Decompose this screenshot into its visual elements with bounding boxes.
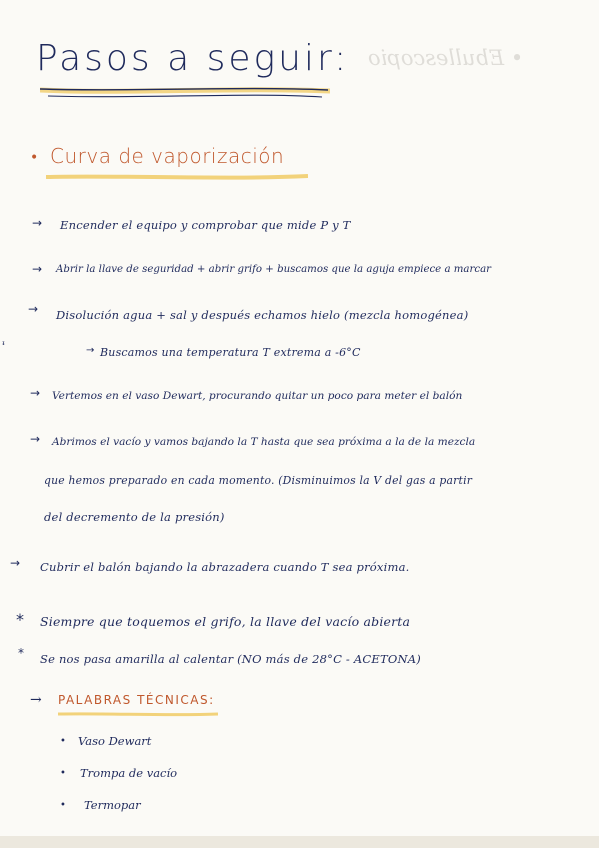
title-underline xyxy=(40,84,330,100)
page-bottom-edge xyxy=(0,836,599,848)
bleed-through-title: • Ebullescopio xyxy=(368,46,524,70)
technical-heading: PALABRAS TÉCNICAS: xyxy=(58,693,215,707)
margin-mark: ᶧ xyxy=(2,338,5,352)
note-2-asterisk: * xyxy=(18,646,24,660)
step-7-arrow: → xyxy=(10,556,21,570)
step-1-arrow: → xyxy=(32,216,43,230)
step-6-arrow: → xyxy=(30,432,41,446)
note-2-text: Se nos pasa amarilla al calentar (NO más de 28°C - ACETONA) xyxy=(40,652,421,666)
step-3-text: Disolución agua + sal y después echamos hielo (mezcla homogénea) xyxy=(56,308,469,322)
term-bullet-3: • xyxy=(60,800,66,811)
technical-underline xyxy=(58,711,218,717)
step-4-arrow: → xyxy=(86,345,95,356)
step-7-text: Cubrir el balón bajando la abrazadera cuando T sea próxima. xyxy=(40,560,410,574)
term-bullet-2: • xyxy=(60,768,66,779)
step-6-text: Abrimos el vacío y vamos bajando la T hasta que sea próxima a la de la mezcla xyxy=(52,436,476,448)
note-1-text: Siempre que toquemos el grifo, la llave del vacío abierta xyxy=(40,614,411,629)
section-bullet: • xyxy=(30,150,39,166)
step-5-arrow: → xyxy=(30,386,41,400)
term-termopar: Termopar xyxy=(84,798,141,812)
section-underline xyxy=(46,172,308,182)
term-bullet-1: • xyxy=(60,736,66,747)
step-3-arrow: → xyxy=(28,302,39,316)
technical-arrow: → xyxy=(30,692,42,708)
step-5-text: Vertemos en el vaso Dewart, procurando quitar un poco para meter el balón xyxy=(52,390,463,402)
step-6-continuation-2: del decremento de la presión) xyxy=(44,510,225,524)
step-2-arrow: → xyxy=(32,262,43,276)
section-heading: Curva de vaporización xyxy=(50,144,285,168)
step-2-text: Abrir la llave de seguridad + abrir grifo + buscamos que la aguja empiece a marcar xyxy=(56,264,492,275)
step-4-text: Buscamos una temperatura T extrema a -6°C xyxy=(100,346,361,359)
step-1-text: Encender el equipo y comprobar que mide P y T xyxy=(60,218,351,232)
page-title: Pasos a seguir: xyxy=(36,38,350,79)
step-6-continuation-1: que hemos preparado en cada momento. (Disminuimos la V del gas a partir xyxy=(44,474,473,487)
note-1-asterisk: * xyxy=(16,610,24,629)
term-trompa-de-vacio: Trompa de vacío xyxy=(80,766,178,780)
term-vaso-dewart: Vaso Dewart xyxy=(78,734,152,748)
